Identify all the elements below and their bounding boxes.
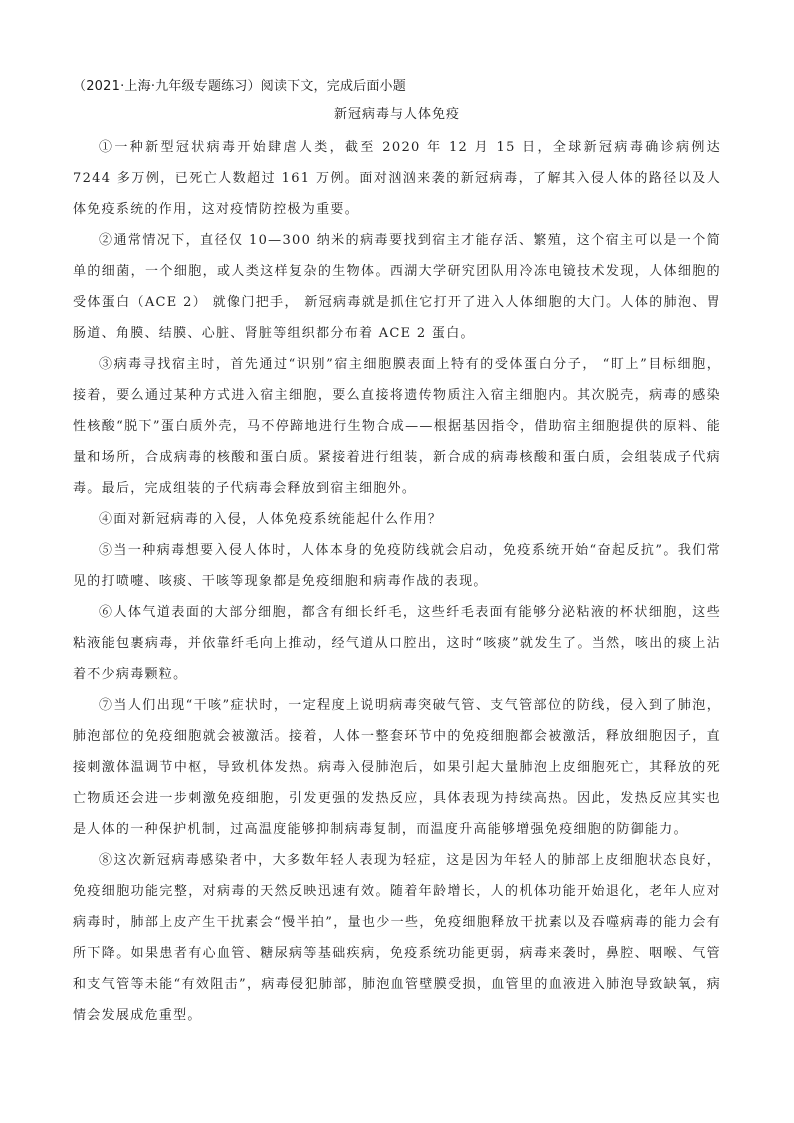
paragraph-1: ①一种新型冠状病毒开始肆虐人类，截至 2020 年 12 月 15 日，全球新冠病毒确诊病例达 7244 多万例，已死亡人数超过 161 万例。面对汹汹来袭的新冠病毒，了解其入侵人体的路径以及人体免疫系统的作用，这对疫情防控极为重要。 xyxy=(73,140,721,217)
document-page xyxy=(73,76,721,1031)
paragraph-2: ②通常情况下，直径仅 10—300 纳米的病毒要找到宿主才能存活、繁殖，这个宿主可以是一个简单的细菌，一个细胞，或人类这样复杂的生物体。西湖大学研究团队用冷冻电镜技术发现，人体细胞的受体蛋白（ACE 2） 就像门把手， 新冠病毒就是抓住它打开了进入人体细胞的大门。人体的肺泡、胃肠道、角膜、结膜、心脏、肾脏等组织都分布着 ACE 2 蛋白。 xyxy=(73,233,721,341)
paragraph-3: ③病毒寻找宿主时，首先通过“识别”宿主细胞膜表面上特有的受体蛋白分子， “盯上”目标细胞，接着，要么通过某种方式进入宿主细胞，要么直接将遗传物质注入宿主细胞内。其次脱壳，病毒的感染性核酸“脱下”蛋白质外壳，马不停蹄地进行生物合成——根据基因指令，借助宿主细胞提供的原料、能量和场所，合成病毒的核酸和蛋白质。紧接着进行组装，新合成的病毒核酸和蛋白质，会组装成子代病毒。最后，完成组装的子代病毒会释放到宿主细胞外。 xyxy=(73,357,721,496)
article-title: 新冠病毒与人体免疫 xyxy=(333,107,460,122)
paragraph-6: ⑥人体气道表面的大部分细胞，都含有细长纤毛，这些纤毛表面有能够分泌粘液的杯状细胞，这些粘液能包裹病毒，并依靠纤毛向上推动，经气道从口腔出，这时“咳痰”就发生了。当然，咳出的痰上沾着不少病毒颗粒。 xyxy=(73,605,721,682)
paragraph-7: ⑦当人们出现“干咳”症状时，一定程度上说明病毒突破气管、支气管部位的防线，侵入到了肺泡，肺泡部位的免疫细胞就会被激活。接着，人体一整套环节中的免疫细胞都会被激活，释放细胞因子，直接刺激体温调节中枢，导致机体发热。病毒入侵肺泡后，如果引起大量肺泡上皮细胞死亡，其释放的死亡物质还会进一步刺激免疫细胞，引发更强的发热反应，具体表现为持续高热。因此，发热反应其实也是人体的一种保护机制，过高温度能够抑制病毒复制，而温度升高能够增强免疫细胞的防御能力。 xyxy=(73,698,721,837)
question-source-line: （2021·上海·九年级专题练习）阅读下文，完成后面小题 xyxy=(73,79,406,94)
paragraph-8: ⑧这次新冠病毒感染者中，大多数年轻人表现为轻症，这是因为年轻人的肺部上皮细胞状态良好，免疫细胞功能完整，对病毒的天然反映迅速有效。随着年龄增长，人的机体功能开始退化，老年人应对病毒时，肺部上皮产生干扰素会“慢半拍”，量也少一些，免疫细胞释放干扰素以及吞噬病毒的能力会有所下降。如果患者有心血管、糖尿病等基础疾病，免疫系统功能更弱，病毒来袭时，鼻腔、咽喉、气管和支气管等未能“有效阻击”，病毒侵犯肺部，肺泡血管壁膜受损，血管里的血液进入肺泡导致缺氧，病情会发展成危重型。 xyxy=(73,853,721,1023)
paragraph-4: ④面对新冠病毒的入侵，人体免疫系统能起什么作用？ xyxy=(99,512,443,527)
paragraph-5: ⑤当一种病毒想要入侵人体时，人体本身的免疫防线就会启动，免疫系统开始“奋起反抗”。我们常见的打喷嚏、咳痰、干咳等现象都是免疫细胞和病毒作战的表现。 xyxy=(73,543,721,589)
